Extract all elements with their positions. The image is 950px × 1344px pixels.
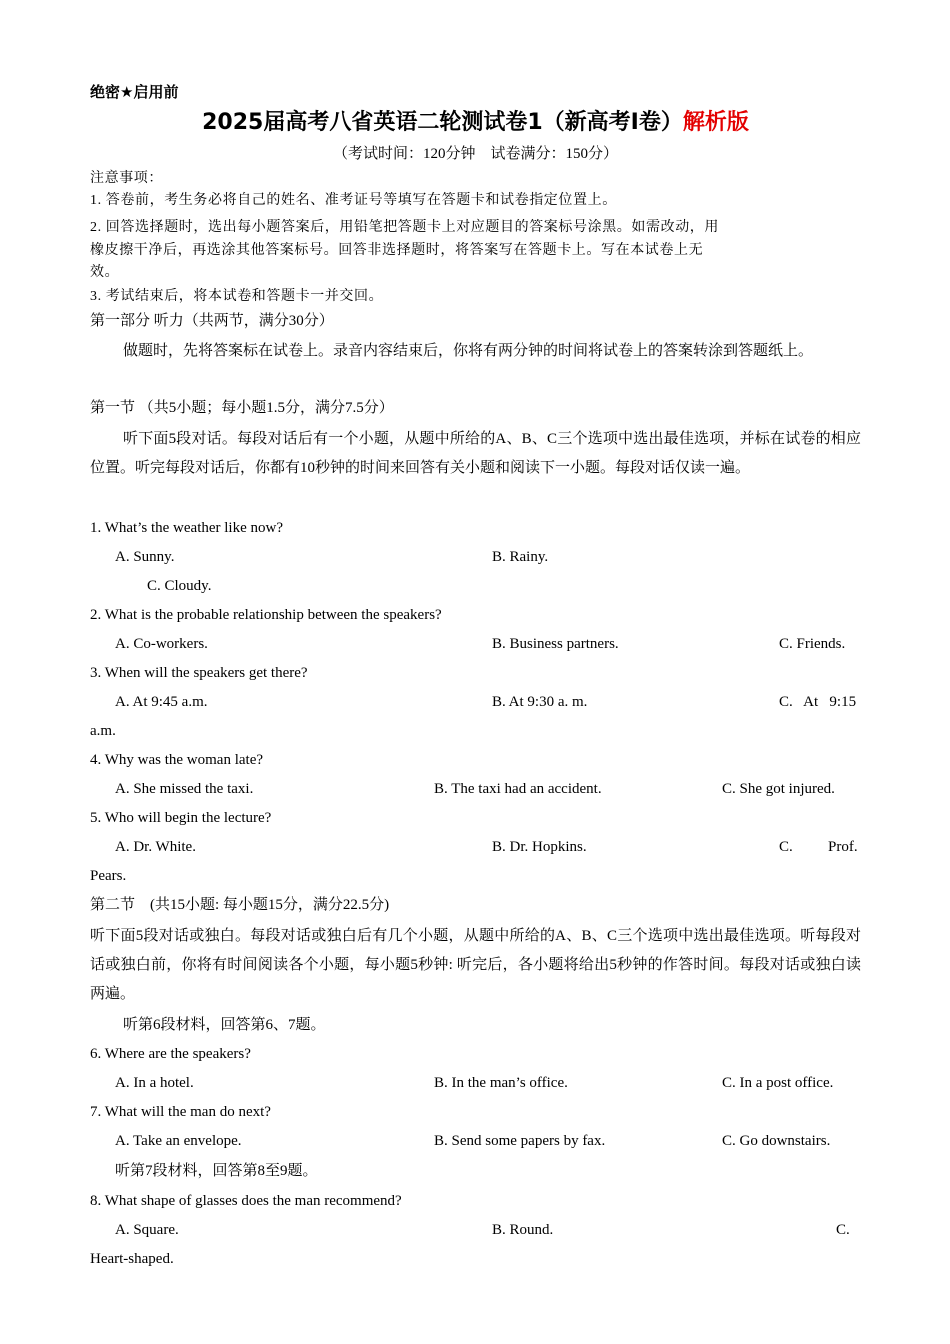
q5-option-b: B. Dr. Hopkins.: [492, 839, 587, 855]
q7-option-b: B. Send some papers by fax.: [434, 1133, 606, 1149]
q7-option-c: C. Go downstairs.: [722, 1133, 831, 1149]
q1-option-c: C. Cloudy.: [147, 578, 212, 594]
material-7-note: 听第7段材料，回答第8至9题。: [115, 1163, 318, 1179]
notes-item: 3. 考试结束后，将本试卷和答题卡一并交回。: [90, 289, 384, 304]
q2-option-b: B. Business partners.: [492, 636, 619, 652]
q5-option-a: A. Dr. White.: [115, 839, 196, 855]
q7-option-a: A. Take an envelope.: [115, 1133, 242, 1149]
section2-intro: 听下面5段对话或独白。每段对话或独白后有几个小题，从题中所给的A、B、C三个选项中选出最佳选项。听每段对话或独白前，你将有时间阅读各个小题，每小题5秒钟: 听完后，各小题将给出5秒钟的作答时间。每段对话或独白读两遍。: [90, 928, 861, 1002]
q5-option-c-wrap: Pears.: [90, 868, 127, 884]
question-3: 3. When will the speakers get there?: [90, 665, 308, 681]
q3-option-a: A. At 9:45 a.m.: [115, 694, 208, 710]
exam-subtitle: （考试时间：120分钟 试卷满分：150分）: [332, 146, 618, 162]
q8-option-a: A. Square.: [115, 1222, 179, 1238]
notes-heading: 注意事项：: [90, 171, 163, 186]
question-1: 1. What’s the weather like now?: [90, 520, 283, 536]
q8-option-c-wrap: Heart-shaped.: [90, 1251, 174, 1267]
notes-item: 橡皮擦干净后，再选涂其他答案标号。回答非选择题时，将答案写在答题卡上。写在本试卷上无: [90, 243, 704, 258]
q1-option-b: B. Rainy.: [492, 549, 549, 565]
page-title: [90, 108, 861, 138]
title-main: 2025届高考八省英语二轮测试卷1（新高考I卷）: [202, 110, 683, 135]
question-8: 8. What shape of glasses does the man recommend?: [90, 1193, 402, 1209]
q4-option-a: A. She missed the taxi.: [115, 781, 254, 797]
section1-heading: 第一节 （共5小题；每小题1.5分，满分7.5分）: [90, 400, 394, 416]
question-4: 4. Why was the woman late?: [90, 752, 264, 768]
notes-item: 2. 回答选择题时，选出每小题答案后，用铅笔把答题卡上对应题目的答案标号涂黑。如需改动，用: [90, 220, 719, 235]
q2-option-c: C. Friends.: [779, 636, 846, 652]
notes-item: 效。: [90, 265, 120, 280]
q4-option-b: B. The taxi had an accident.: [434, 781, 602, 797]
q3-option-c: C. At 9:15: [779, 694, 857, 710]
q3-option-c-wrap: a.m.: [90, 723, 116, 739]
section2-heading: 第二节 (共15小题: 每小题15分，满分22.5分): [90, 897, 390, 913]
q6-option-a: A. In a hotel.: [115, 1075, 194, 1091]
secret-label: 绝密★启用前: [90, 83, 179, 101]
question-2: 2. What is the probable relationship between the speakers?: [90, 607, 442, 623]
question-7: 7. What will the man do next?: [90, 1104, 271, 1120]
q2-option-a: A. Co-workers.: [115, 636, 208, 652]
q8-option-b: B. Round.: [492, 1222, 554, 1238]
q6-option-b: B. In the man’s office.: [434, 1075, 568, 1091]
question-5: 5. Who will begin the lecture?: [90, 810, 272, 826]
q6-option-c: C. In a post office.: [722, 1075, 834, 1091]
q1-option-a: A. Sunny.: [115, 549, 175, 565]
question-6: 6. Where are the speakers?: [90, 1046, 251, 1062]
part1-intro: 做题时，先将答案标在试卷上。录音内容结束后，你将有两分钟的时间将试卷上的答案转涂到答题纸上。: [123, 343, 814, 359]
notes-item: 1. 答卷前，考生务必将自己的姓名、准考证号等填写在答题卡和试卷指定位置上。: [90, 193, 617, 208]
part1-heading: 第一部分 听力（共两节，满分30分）: [90, 313, 334, 329]
material-6-note: 听第6段材料，回答第6、7题。: [123, 1017, 326, 1033]
q8-option-c-letter: C.: [836, 1222, 850, 1238]
q4-option-c: C. She got injured.: [722, 781, 835, 797]
q5-option-c-text: Prof.: [828, 839, 858, 855]
q5-option-c-letter: C.: [779, 839, 793, 855]
title-tag: 解析版: [682, 110, 749, 135]
section1-intro: 听下面5段对话。每段对话后有一个小题，从题中所给的A、B、C三个选项中选出最佳选项，并标在试卷的相应位置。听完每段对话后，你都有10秒钟的时间来回答有关小题和阅读下一小题。每段对话仅读一遍。: [90, 431, 861, 476]
q3-option-b: B. At 9:30 a. m.: [492, 694, 588, 710]
